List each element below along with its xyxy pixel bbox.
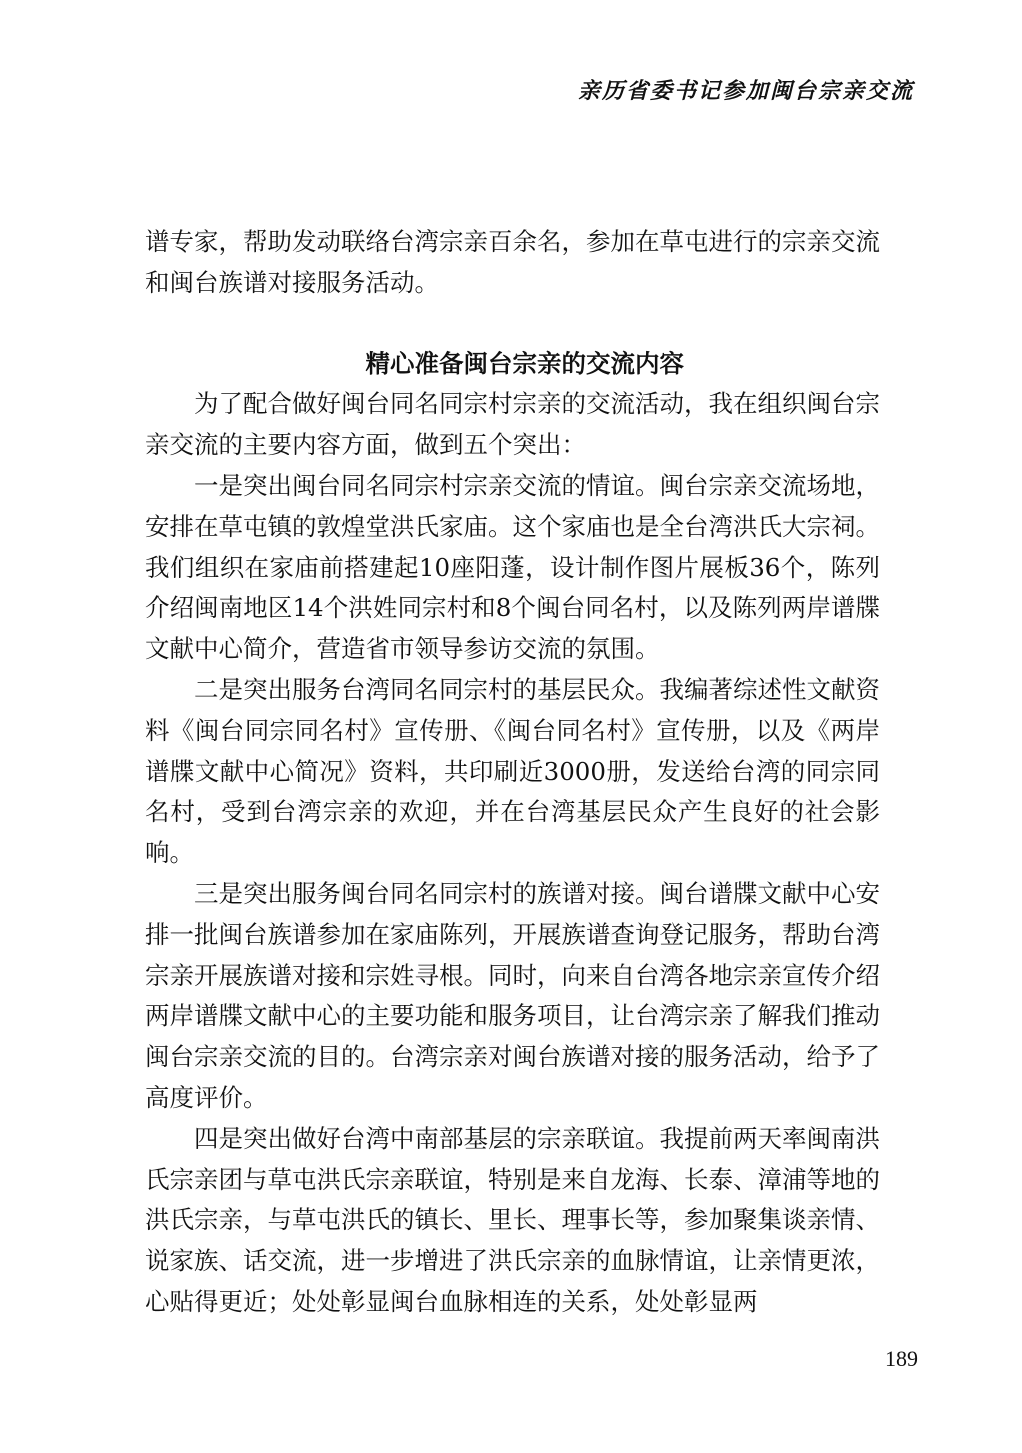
- paragraph-point-two: 二是突出服务台湾同名同宗村的基层民众。我编著综述性文献资料《闽台同宗同名村》宣传册、《闽台同名村》宣传册，以及《两岸谱牒文献中心简况》资料，共印刷近3000册，发送给台湾的同宗同名村，受到台湾宗亲的欢迎，并在台湾基层民众产生良好的社会影响。: [145, 674, 880, 868]
- paragraph-point-three: 三是突出服务闽台同名同宗村的族谱对接。闽台谱牒文献中心安排一批闽台族谱参加在家庙陈列，开展族谱查询登记服务，帮助台湾宗亲开展族谱对接和宗姓寻根。同时，向来自台湾各地宗亲宣传介绍两岸谱牒文献中心的主要功能和服务项目，让台湾宗亲了解我们推动闽台宗亲交流的目的。台湾宗亲对闽台族谱对接的服务活动，给予了高度评价。: [145, 878, 880, 1112]
- running-header: 亲历省委书记参加闽台宗亲交流: [577, 78, 914, 104]
- section-heading: 精心准备闽台宗亲的交流内容: [365, 348, 684, 378]
- paragraph-point-four: 四是突出做好台湾中南部基层的宗亲联谊。我提前两天率闽南洪氏宗亲团与草屯洪氏宗亲联谊，特别是来自龙海、长泰、漳浦等地的洪氏宗亲，与草屯洪氏的镇长、里长、理事长等，参加聚集谈亲情、说家族、话交流，进一步增进了洪氏宗亲的血脉情谊，让亲情更浓，心贴得更近；处处彰显闽台血脉相连的关系，处处彰显两: [145, 1123, 880, 1316]
- body-text: [145, 222, 880, 1323]
- continued-paragraph: 谱专家，帮助发动联络台湾宗亲百余名，参加在草屯进行的宗亲交流和闽台族谱对接服务活动。: [145, 227, 880, 297]
- page-number: 189: [885, 1346, 918, 1371]
- paragraph-intro: 为了配合做好闽台同名同宗村宗亲的交流活动，我在组织闽台宗亲交流的主要内容方面，做到五个突出：: [145, 389, 880, 460]
- paragraph-point-one: 一是突出闽台同名同宗村宗亲交流的情谊。闽台宗亲交流场地，安排在草屯镇的敦煌堂洪氏家庙。这个家庙也是全台湾洪氏大宗祠。我们组织在家庙前搭建起10座阳蓬，设计制作图片展板36个，陈列介绍闽南地区14个洪姓同宗村和8个闽台同名村，以及陈列两岸谱牒文献中心简介，营造省市领导参访交流的氛围。: [145, 470, 880, 664]
